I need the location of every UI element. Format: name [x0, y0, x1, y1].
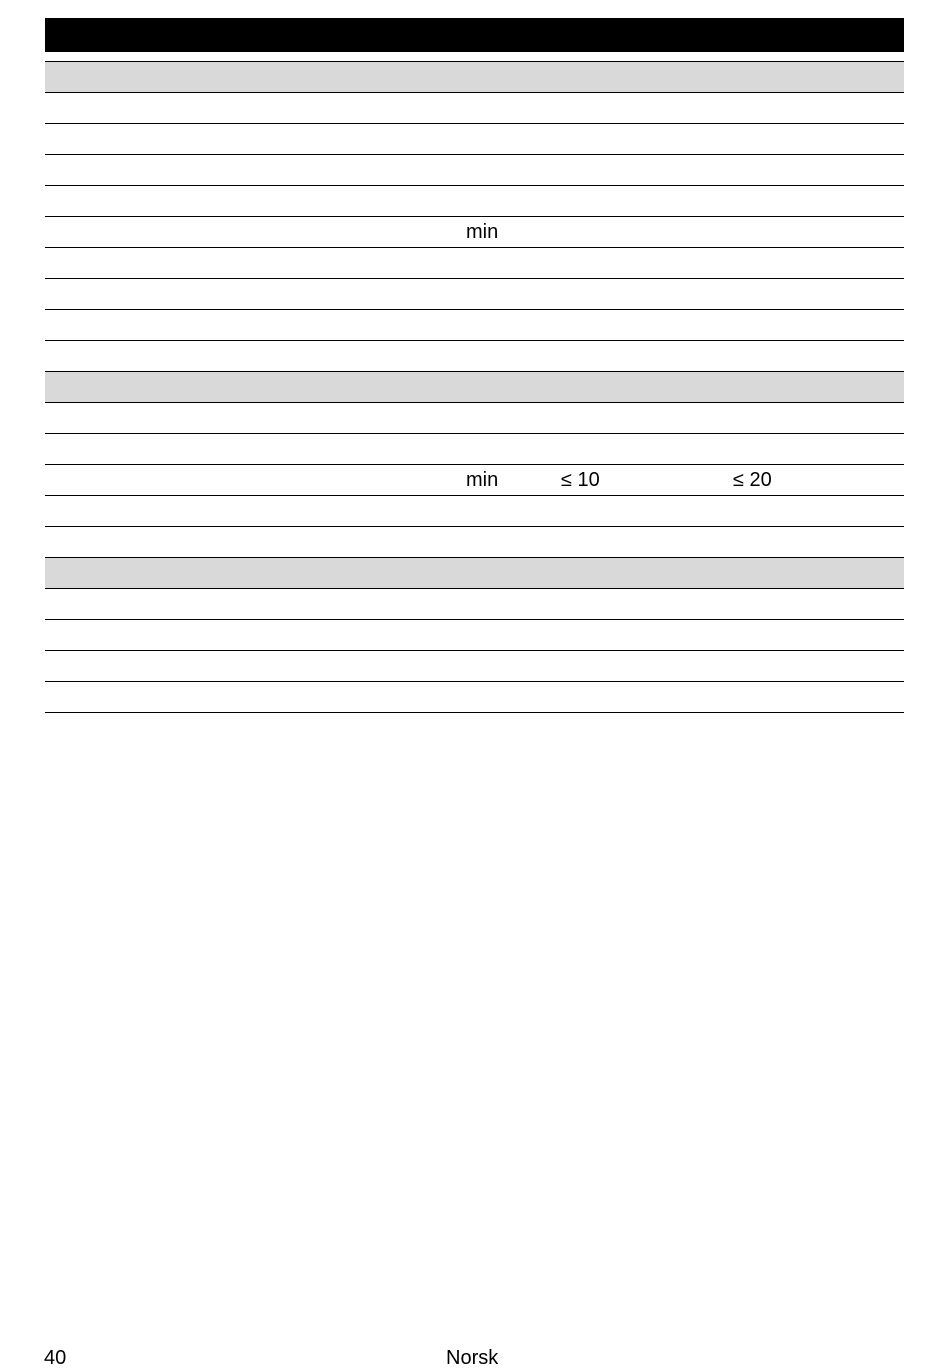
unit-cell: min — [466, 469, 499, 491]
spec-table — [45, 18, 904, 713]
unit-cell: min — [466, 221, 499, 243]
table-rows — [45, 52, 904, 713]
table-row — [45, 248, 904, 279]
table-row — [45, 682, 904, 713]
value-cell: ≤ 20 — [733, 469, 772, 491]
table-row — [45, 93, 904, 124]
page-number: 40 — [44, 1347, 67, 1369]
table-row — [45, 434, 904, 465]
table-row — [45, 52, 904, 62]
table-row — [45, 527, 904, 558]
table-row — [45, 465, 904, 496]
table-row — [45, 124, 904, 155]
footer-language: Norsk — [446, 1347, 499, 1369]
table-row — [45, 217, 904, 248]
table-row — [45, 155, 904, 186]
section-row — [45, 372, 904, 403]
table-row — [45, 310, 904, 341]
table-row — [45, 279, 904, 310]
table-row — [45, 651, 904, 682]
section-row — [45, 558, 904, 589]
table-header-bar — [45, 18, 904, 52]
table-row — [45, 403, 904, 434]
section-row — [45, 62, 904, 93]
table-row — [45, 341, 904, 372]
table-row — [45, 620, 904, 651]
table-row — [45, 186, 904, 217]
value-cell: ≤ 10 — [561, 469, 600, 491]
table-row — [45, 589, 904, 620]
table-row — [45, 496, 904, 527]
